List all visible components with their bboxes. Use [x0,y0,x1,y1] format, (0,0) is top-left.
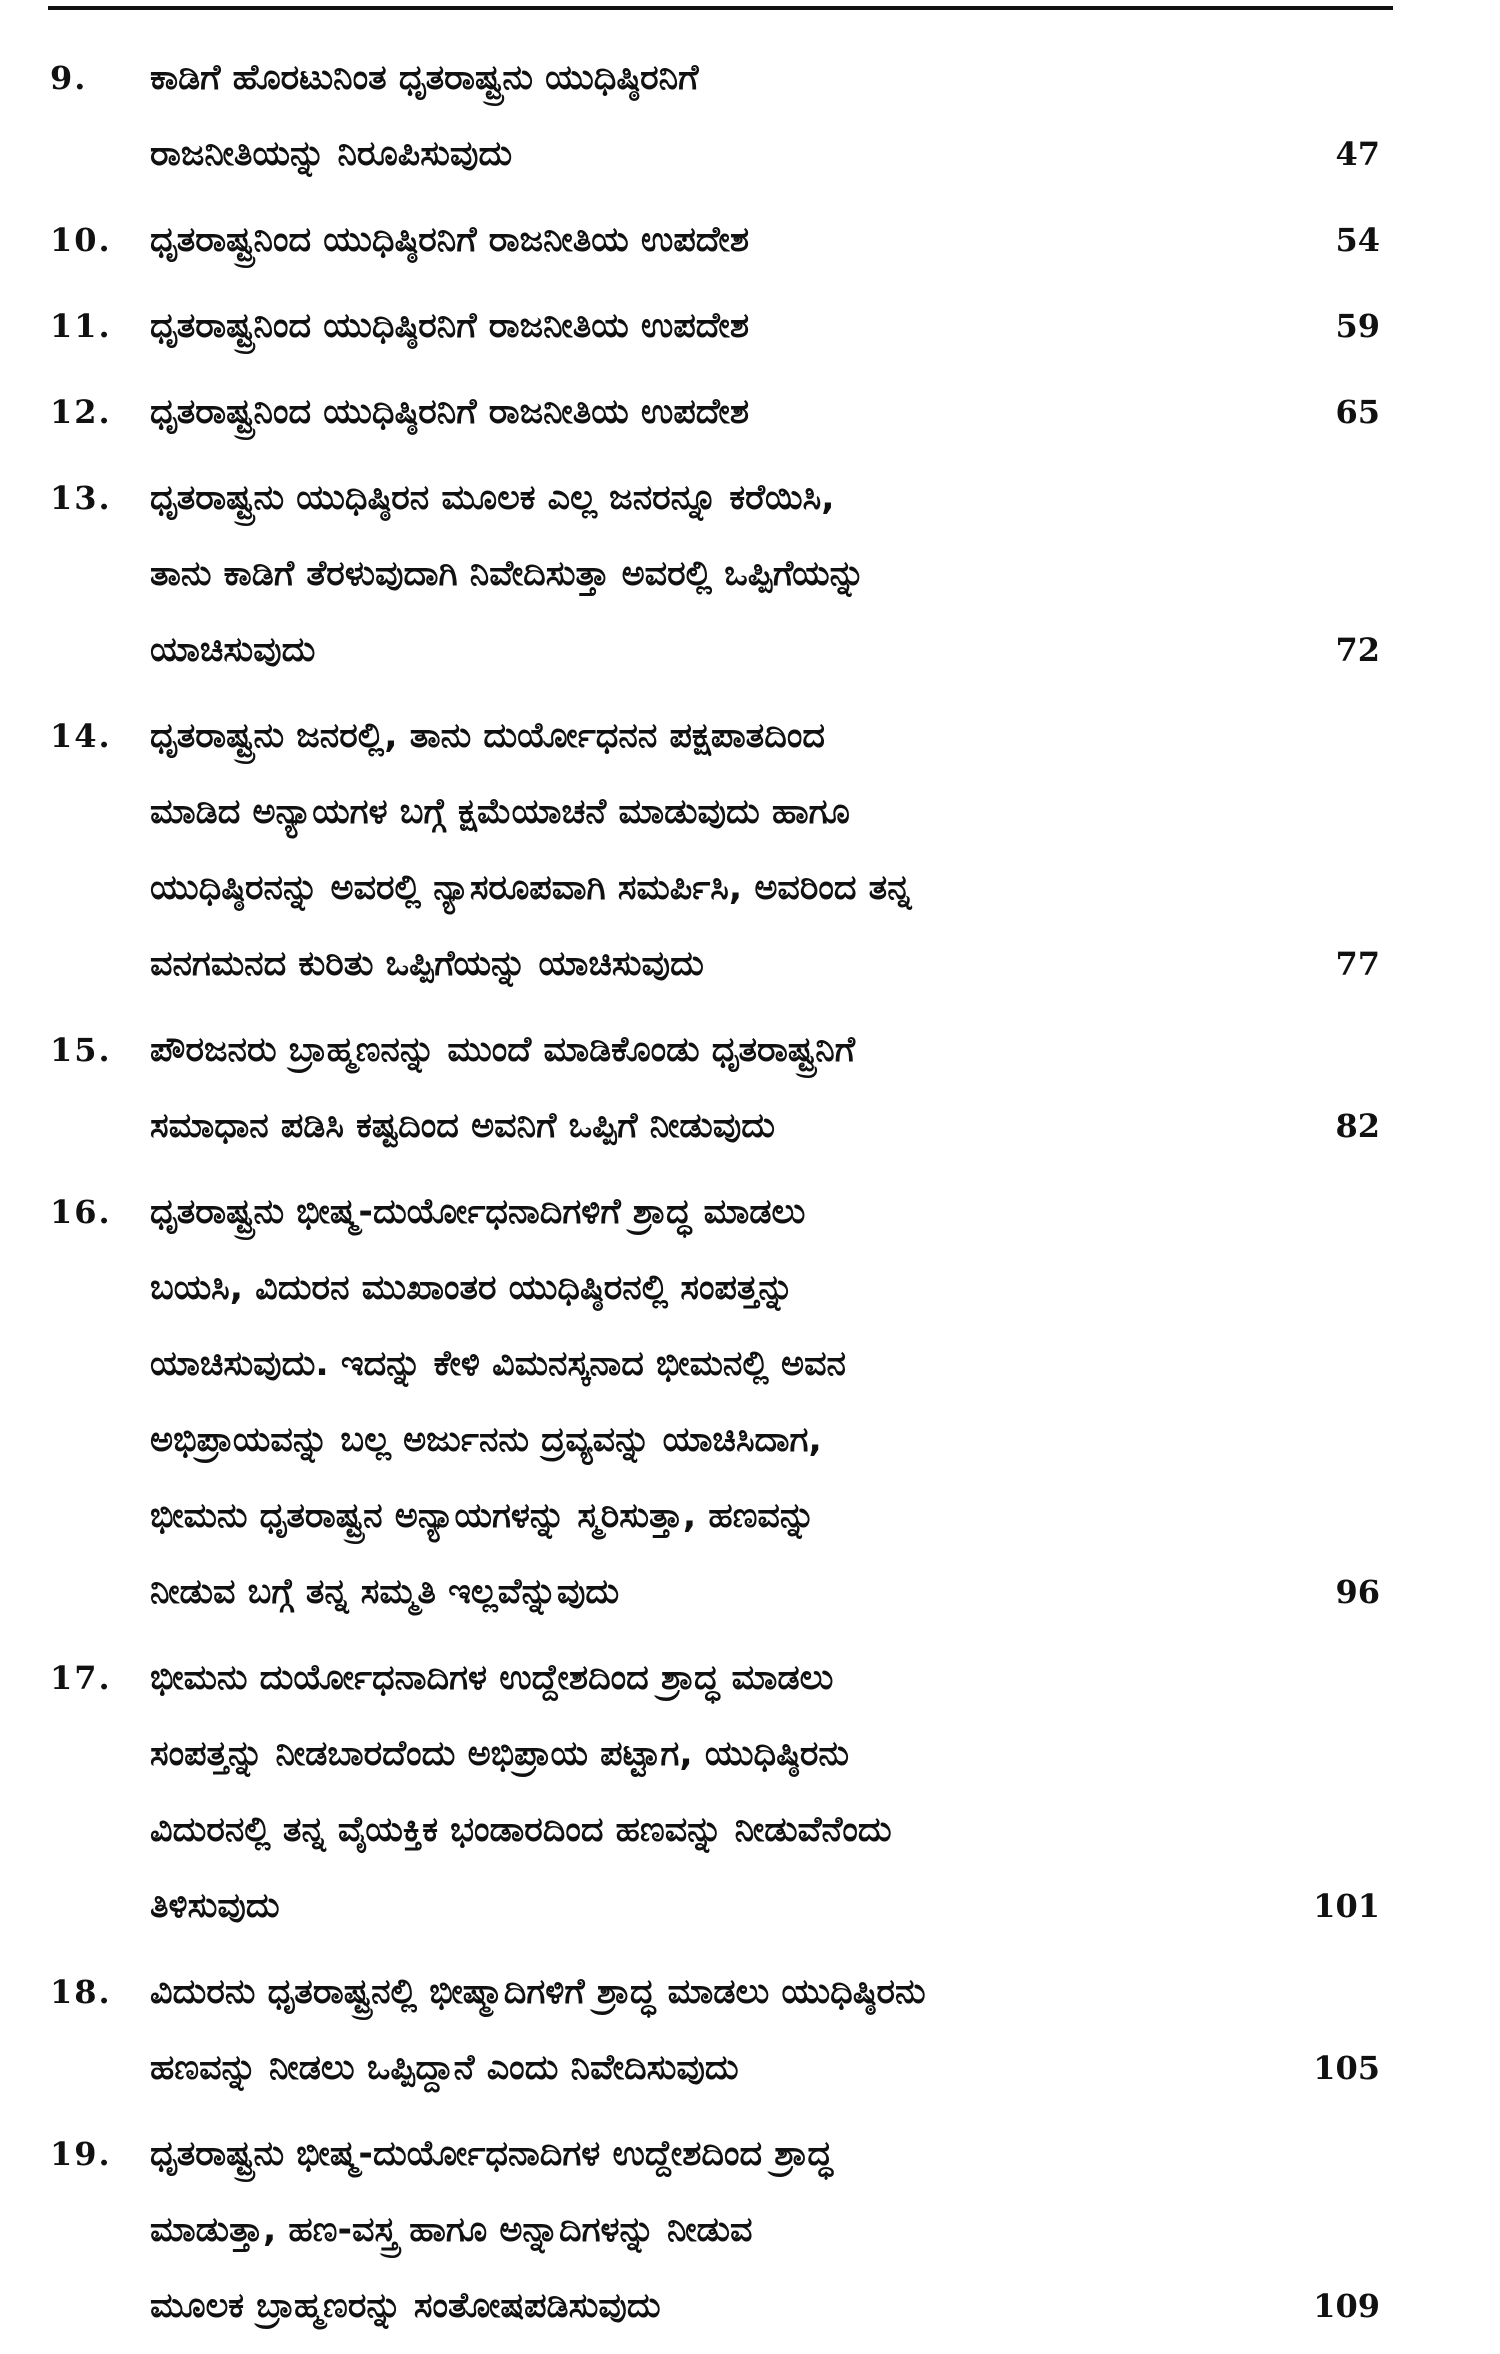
toc-entry-12 [0,374,1500,450]
toc-entry-9 [0,40,1500,192]
entry-number: 14. [50,717,112,755]
entry-title-line: ಹಣವನ್ನು ನೀಡಲು ಒಪ್ಪಿದ್ದಾನೆ ಎಂದು ನಿವೇದಿಸುವುದು [150,2048,739,2088]
entry-page-number: 65 [1335,393,1380,431]
entry-title-line: ಧೃತರಾಷ್ಟ್ರನಿಂದ ಯುಧಿಷ್ಠಿರನಿಗೆ ರಾಜನೀತಿಯ ಉಪದೇಶ [150,392,750,432]
entry-number: 19. [50,2135,112,2173]
entry-title-line: ಧೃತರಾಷ್ಟ್ರನಿಂದ ಯುಧಿಷ್ಠಿರನಿಗೆ ರಾಜನೀತಿಯ ಉಪದೇಶ [150,306,750,346]
entry-title-line: ವನಗಮನದ ಕುರಿತು ಒಪ್ಪಿಗೆಯನ್ನು ಯಾಚಿಸುವುದು [150,944,704,984]
entry-title-line: ಧೃತರಾಷ್ಟ್ರನು ಜನರಲ್ಲಿ, ತಾನು ದುರ್ಯೋಧನನ ಪಕ್ಷಪಾತದಿಂದ [150,716,825,756]
entry-title-line: ತಾನು ಕಾಡಿಗೆ ತೆರಳುವುದಾಗಿ ನಿವೇದಿಸುತ್ತಾ ಅವರಲ್ಲಿ ಒಪ್ಪಿಗೆಯನ್ನು [150,554,865,594]
entry-number: 18. [50,1973,112,2011]
entry-title-line: ತಿಳಿಸುವುದು [150,1886,280,1926]
entry-page-number: 54 [1335,221,1380,259]
toc-entry-15 [0,1012,1500,1164]
entry-title-line: ರಾಜನೀತಿಯನ್ನು ನಿರೂಪಿಸುವುದು [150,134,513,174]
entry-page-number: 77 [1335,945,1380,983]
entry-number: 12. [50,393,112,431]
entry-page-number: 72 [1335,631,1380,669]
entry-number: 9. [50,59,88,97]
entry-number: 17. [50,1659,112,1697]
entry-page-number: 59 [1335,307,1380,345]
entry-page-number: 96 [1335,1573,1380,1611]
entry-title-line: ಅಭಿಪ್ರಾಯವನ್ನು ಬಲ್ಲ ಅರ್ಜುನನು ದ್ರವ್ಯವನ್ನು ಯಾಚಿಸಿದಾಗ, [150,1420,822,1460]
entry-page-number: 105 [1313,2049,1380,2087]
entry-title-line: ನೀಡುವ ಬಗ್ಗೆ ತನ್ನ ಸಮ್ಮತಿ ಇಲ್ಲವೆನ್ನುವುದು [150,1572,620,1612]
entry-title-line: ಯಾಚಿಸುವುದು. ಇದನ್ನು ಕೇಳಿ ವಿಮನಸ್ಕನಾದ ಭೀಮನಲ್ಲಿ ಅವನ [150,1344,846,1384]
toc-entry-16 [0,1174,1500,1630]
entry-title-line: ಬಯಸಿ, ವಿದುರನ ಮುಖಾಂತರ ಯುಧಿಷ್ಠಿರನಲ್ಲಿ ಸಂಪತ್ತನ್ನು [150,1268,794,1308]
toc-entry-11 [0,288,1500,364]
entry-title-line: ಸಂಪತ್ತನ್ನು ನೀಡಬಾರದೆಂದು ಅಭಿಪ್ರಾಯ ಪಟ್ಟಾಗ, ಯುಧಿಷ್ಠಿರನು [150,1734,849,1774]
entry-page-number: 47 [1335,135,1380,173]
entry-page-number: 109 [1313,2287,1380,2325]
entry-title-line: ಧೃತರಾಷ್ಟ್ರನಿಂದ ಯುಧಿಷ್ಠಿರನಿಗೆ ರಾಜನೀತಿಯ ಉಪದೇಶ [150,220,750,260]
entry-title-line: ಧೃತರಾಷ್ಟ್ರನು ಭೀಷ್ಮ-ದುರ್ಯೋಧನಾದಿಗಳಿಗೆ ಶ್ರಾದ್ಧ ಮಾಡಲು [150,1192,806,1232]
toc-entry-18 [0,1954,1500,2106]
entry-number: 11. [50,307,112,345]
toc-entry-13 [0,460,1500,688]
entry-page-number: 101 [1313,1887,1380,1925]
toc-entry-14 [0,698,1500,1002]
top-rule [48,6,1393,10]
entry-number: 13. [50,479,112,517]
entry-page-number: 82 [1335,1107,1380,1145]
entry-title-line: ವಿದುರನಲ್ಲಿ ತನ್ನ ವೈಯಕ್ತಿಕ ಭಂಡಾರದಿಂದ ಹಣವನ್ನು ನೀಡುವೆನೆಂದು [150,1810,892,1850]
entry-title-line: ವಿದುರನು ಧೃತರಾಷ್ಟ್ರನಲ್ಲಿ ಭೀಷ್ಮಾದಿಗಳಿಗೆ ಶ್ರಾದ್ಧ ಮಾಡಲು ಯುಧಿಷ್ಠಿರನು [150,1972,926,2012]
entry-title-line: ಧೃತರಾಷ್ಟ್ರನು ಭೀಷ್ಮ-ದುರ್ಯೋಧನಾದಿಗಳ ಉದ್ದೇಶದಿಂದ ಶ್ರಾದ್ಧ [150,2134,833,2174]
entry-number: 16. [50,1193,112,1231]
entry-title-line: ಮಾಡುತ್ತಾ, ಹಣ-ವಸ್ತ್ರ ಹಾಗೂ ಅನ್ನಾದಿಗಳನ್ನು ನೀಡುವ [150,2210,753,2250]
entry-title-line: ಸಮಾಧಾನ ಪಡಿಸಿ ಕಷ್ಟದಿಂದ ಅವನಿಗೆ ಒಪ್ಪಿಗೆ ನೀಡುವುದು [150,1106,775,1146]
entry-title-line: ಭೀಮನು ಧೃತರಾಷ್ಟ್ರನ ಅನ್ಯಾಯಗಳನ್ನು ಸ್ಮರಿಸುತ್ತಾ, ಹಣವನ್ನು [150,1496,816,1536]
entry-title-line: ಕಾಡಿಗೆ ಹೊರಟುನಿಂತ ಧೃತರಾಷ್ಟ್ರನು ಯುಧಿಷ್ಠಿರನಿಗೆ [150,58,699,98]
entry-title-line: ಯಾಚಿಸುವುದು [150,630,316,670]
entry-number: 10. [50,221,112,259]
table-of-contents [0,40,1500,2354]
entry-title-line: ಪೌರಜನರು ಬ್ರಾಹ್ಮಣನನ್ನು ಮುಂದೆ ಮಾಡಿಕೊಂಡು ಧೃತರಾಷ್ಟ್ರನಿಗೆ [150,1030,856,1070]
entry-title-line: ಯುಧಿಷ್ಠಿರನನ್ನು ಅವರಲ್ಲಿ ನ್ಯಾಸರೂಪವಾಗಿ ಸಮರ್ಪಿಸಿ, ಅವರಿಂದ ತನ್ನ [150,868,912,908]
entry-number: 15. [50,1031,112,1069]
toc-entry-19 [0,2116,1500,2344]
entry-title-line: ಮೂಲಕ ಬ್ರಾಹ್ಮಣರನ್ನು ಸಂತೋಷಪಡಿಸುವುದು [150,2286,661,2326]
entry-title-line: ಭೀಮನು ದುರ್ಯೋಧನಾದಿಗಳ ಉದ್ದೇಶದಿಂದ ಶ್ರಾದ್ಧ ಮಾಡಲು [150,1658,834,1698]
entry-title-line: ಮಾಡಿದ ಅನ್ಯಾಯಗಳ ಬಗ್ಗೆ ಕ್ಷಮೆಯಾಚನೆ ಮಾಡುವುದು ಹಾಗೂ [150,792,850,832]
toc-entry-17 [0,1640,1500,1944]
toc-entry-10 [0,202,1500,278]
entry-title-line: ಧೃತರಾಷ್ಟ್ರನು ಯುಧಿಷ್ಠಿರನ ಮೂಲಕ ಎಲ್ಲ ಜನರನ್ನೂ ಕರೆಯಿಸಿ, [150,478,835,518]
